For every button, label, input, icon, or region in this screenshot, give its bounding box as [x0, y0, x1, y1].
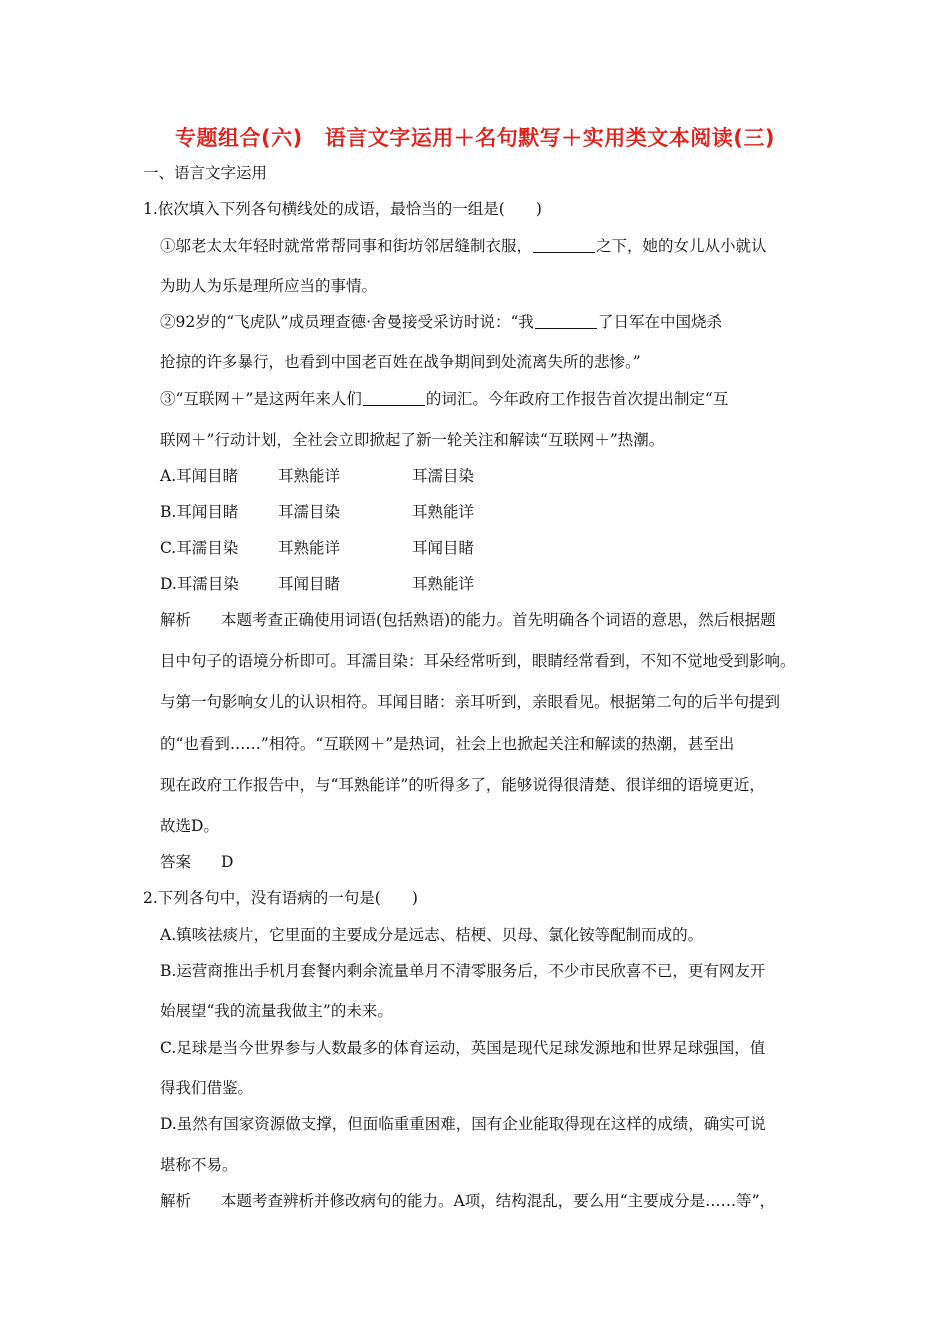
q1-s2-text-a: ②92岁的“飞虎队”成员理查德·舍曼接受采访时说：“我	[160, 313, 534, 331]
q1-sentence-1-line-1	[160, 236, 767, 256]
q2-line-1: A.镇咳祛痰片，它里面的主要成分是远志、桔梗、贝母、氯化铵等配制而成的。	[160, 926, 704, 944]
option-a-2: 耳熟能详	[278, 467, 341, 485]
title-part-2: 语言文字运用＋名句默写＋实用类文本阅读(三)	[324, 126, 775, 150]
q2-line-4: C.足球是当今世界参与人数最多的体育运动，英国是现代足球发源地和世界足球强国，值	[160, 1039, 766, 1057]
option-d	[160, 574, 474, 594]
q1-sentence-3-line-2: 联网＋”行动计划，全社会立即掀起了新一轮关注和解读“互联网＋”热潮。	[160, 431, 665, 449]
title-part-1: 专题组合(六)	[175, 126, 303, 150]
fill-blank-1	[533, 238, 595, 253]
q2-analysis-text: 本题考查辨析并修改病句的能力。A项，结构混乱，要么用“主要成分是……等”，	[221, 1192, 776, 1210]
q1-s2-text-b: 了日军在中国烧杀	[597, 313, 722, 331]
q2-line-5: 得我们借鉴。	[160, 1079, 254, 1097]
answer-tag: 答案	[160, 853, 192, 871]
option-d-2: 耳闻目睹	[278, 575, 341, 593]
option-b-2: 耳濡目染	[278, 503, 341, 521]
q1-s1-text-b: 之下，她的女儿从小就认	[596, 237, 767, 255]
q1-answer	[160, 852, 233, 872]
option-c	[160, 538, 474, 558]
q1-s3-text-a: ③“互联网＋”是这两年来人们	[160, 390, 362, 408]
analysis-text: 本题考查正确使用词语(包括熟语)的能力。首先明确各个词语的意思，然后根据题	[221, 611, 776, 629]
option-c-2: 耳熟能详	[278, 539, 341, 557]
q2-line-2: B.运营商推出手机月套餐内剩余流量单月不清零服务后，不少市民欣喜不已，更有网友开	[160, 962, 766, 980]
page-title	[0, 122, 950, 152]
q1-analysis-line-3: 与第一句影响女儿的认识相符。耳闻目睹：亲耳听到，亲眼看见。根据第二句的后半句提到	[160, 693, 781, 711]
q1-sentence-2-line-2: 抢掠的许多暴行，也看到中国老百姓在战争期间到处流离失所的悲惨。”	[160, 353, 641, 371]
q1-analysis-line-4: 的“也看到……”相符。“互联网＋”是热词，社会上也掀起关注和解读的热潮，甚至出	[160, 735, 735, 753]
option-c-3: 耳闻目睹	[412, 539, 475, 557]
question-2-stem: 2.下列各句中，没有语病的一句是( )	[143, 889, 418, 907]
q2-line-7: 堪称不易。	[160, 1156, 238, 1174]
q1-s1-text-a: ①邬老太太年轻时就常常帮同事和街坊邻居缝制衣服，	[160, 237, 533, 255]
q2-analysis-line-1	[160, 1191, 775, 1211]
q2-line-6: D.虽然有国家资源做支撑，但面临重重困难，国有企业能取得现在这样的成绩，确实可说	[160, 1115, 766, 1133]
q1-s3-text-b: 的词汇。今年政府工作报告首次提出制定“互	[425, 390, 729, 408]
q1-sentence-3-line-1	[160, 389, 728, 409]
analysis-tag: 解析	[160, 611, 192, 629]
q2-line-3: 始展望“我的流量我做主”的未来。	[160, 1002, 393, 1020]
option-d-3: 耳熟能详	[412, 575, 475, 593]
section-heading: 一、语言文字运用	[143, 164, 268, 182]
fill-blank-3	[363, 391, 425, 406]
option-b	[160, 502, 474, 522]
option-b-1: B.耳闻目睹	[160, 503, 239, 521]
q1-analysis-line-1	[160, 610, 776, 630]
option-a	[160, 466, 474, 486]
option-d-1: D.耳濡目染	[160, 575, 239, 593]
question-1-stem: 1.依次填入下列各句横线处的成语，最恰当的一组是( )	[143, 200, 542, 218]
option-c-1: C.耳濡目染	[160, 539, 239, 557]
answer-value: D	[221, 853, 234, 871]
q2-analysis-tag: 解析	[160, 1192, 192, 1210]
q1-sentence-2-line-1	[160, 312, 722, 332]
option-a-1: A.耳闻目睹	[160, 467, 239, 485]
fill-blank-2	[535, 314, 597, 329]
q1-sentence-1-line-2: 为助人为乐是理所应当的事情。	[160, 277, 378, 295]
option-b-3: 耳熟能详	[412, 503, 475, 521]
q1-analysis-line-2: 目中句子的语境分析即可。耳濡目染：耳朵经常听到，眼睛经常看到，不知不觉地受到影响。	[160, 652, 796, 670]
q1-analysis-line-6: 故选D。	[160, 817, 219, 835]
q1-analysis-line-5: 现在政府工作报告中，与“耳熟能详”的听得多了，能够说得很清楚、很详细的语境更近，	[160, 776, 765, 794]
option-a-3: 耳濡目染	[412, 467, 475, 485]
